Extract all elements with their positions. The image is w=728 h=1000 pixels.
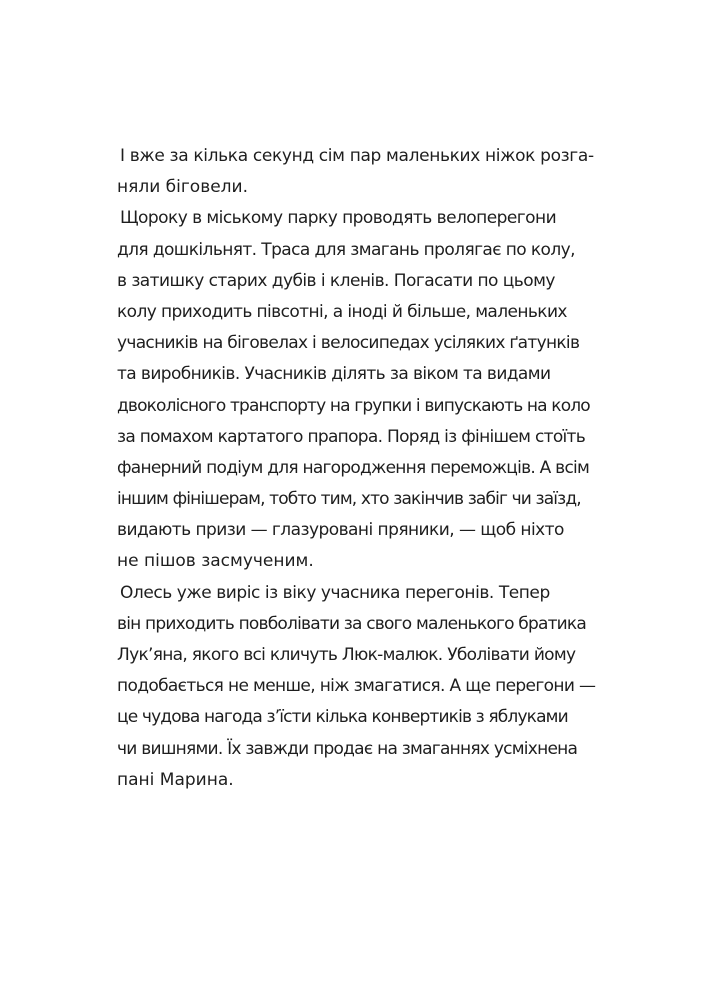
text-line: учасників на біговелах і велосипедах усіляких ґатунків	[117, 333, 580, 354]
text-line: в затишку старих дубів і кленів. Погасати по цьому	[117, 270, 555, 291]
text-line: не пішов засмученим.	[117, 551, 314, 572]
text-line: іншим фінішерам, тобто тим, хто закінчив забіг чи заїзд,	[117, 489, 581, 510]
text-line: та виробників. Учасників ділять за віком та видами	[117, 364, 551, 385]
text-line: Олесь уже виріс із віку учасника перегонів. Тепер	[120, 582, 550, 603]
text-line: фанерний подіум для нагородження переможців. А всім	[117, 457, 590, 478]
text-line: за помахом картатого прапора. Поряд із фінішем стоїть	[117, 426, 586, 447]
text-line: Лук’яна, якого всі кличуть Люк-малюк. Уболівати йому	[117, 645, 576, 665]
text-line: пані Марина.	[117, 769, 234, 790]
text-line: чи вишнями. Їх завжди продає на змаганнях усміхнена	[117, 738, 578, 759]
text-line: він приходить повболівати за свого маленького братика	[117, 613, 587, 634]
text-line: видають призи — глазуровані пряники, — щоб ніхто	[117, 520, 564, 541]
text-line: для дошкільнят. Траса для змагань пролягає по колу,	[117, 239, 575, 260]
text-line: І вже за кілька секунд сім пар маленьких ніжок розга-	[120, 146, 594, 166]
text-line: двоколісного транспорту на групки і випускають на коло	[117, 395, 590, 416]
body-text	[117, 141, 617, 796]
text-line: це чудова нагода з’їсти кілька конвертиків з яблуками	[117, 707, 568, 728]
text-line: няли біговели.	[117, 177, 248, 198]
text-line: подобається не менше, ніж змагатися. А ще перегони —	[117, 676, 596, 697]
text-line: Щороку в міському парку проводять велоперегони	[120, 208, 557, 229]
text-line: колу приходить півсотні, а іноді й більше, маленьких	[117, 301, 567, 322]
